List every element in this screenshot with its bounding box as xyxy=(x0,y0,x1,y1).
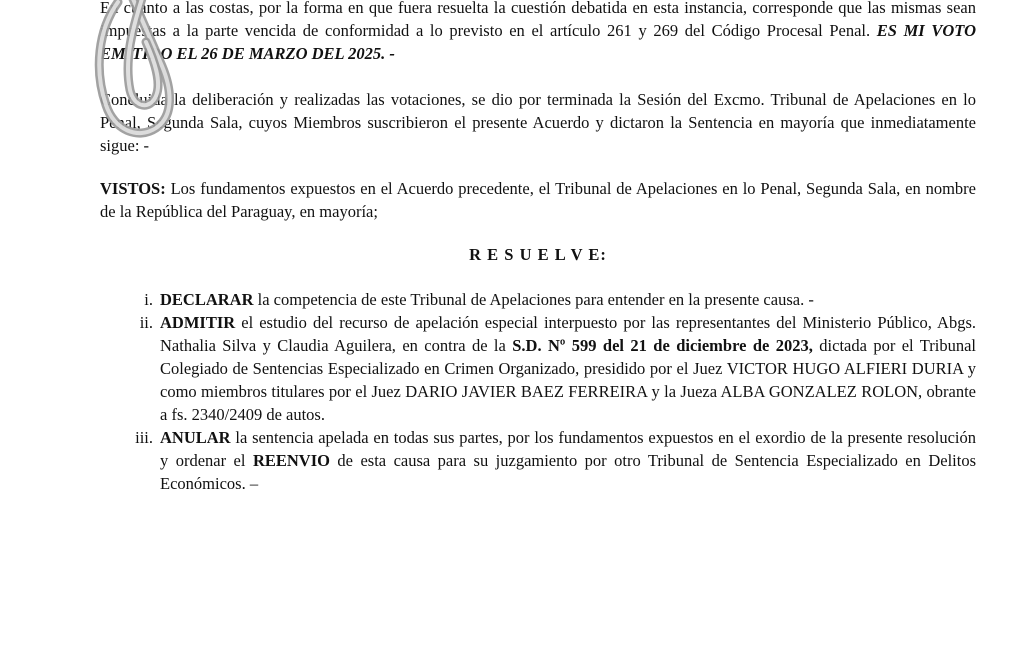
resolution-item xyxy=(100,426,976,495)
resolution-text xyxy=(160,288,976,311)
vistos-text: Los fundamentos expuestos en el Acuerdo precedente, el Tribunal de Apelaciones en lo Penal, Segunda Sala, en nombre de la República del Paraguay, en mayoría; xyxy=(100,179,976,221)
resolution-bold-segment: ANULAR xyxy=(160,428,231,447)
resolution-list xyxy=(100,288,976,495)
costas-text: En cuanto a las costas, por la forma en que fuera resuelta la cuestión debatida en esta instancia, corresponde que las mismas sean impuestas a la parte vencida de conformidad a lo previsto en el artículo 261 y 269 del Código Procesal Penal. xyxy=(100,0,976,40)
resolution-bold-segment: REENVIO xyxy=(252,451,330,470)
resolution-bold-segment: DECLARAR xyxy=(160,290,254,309)
resolution-number: iii. xyxy=(135,428,153,447)
resolution-number: i. xyxy=(144,290,153,309)
resolution-segment: la sentencia apelada en todas sus partes, por los fundamentos expuestos en el exordio de la presente resolución y ordenar el xyxy=(160,428,976,470)
resolution-segment: la competencia de este Tribunal de Apelaciones para entender en la presente causa. - xyxy=(253,290,814,309)
costas-paragraph xyxy=(100,0,976,65)
resolution-text xyxy=(160,426,976,495)
resuelve-heading: R E S U E L V E: xyxy=(469,245,607,264)
resolution-segment: de esta causa para su juzgamiento por otro Tribunal de Sentencia Especializado en Delitos Económicos. – xyxy=(160,451,976,493)
resolution-text xyxy=(160,311,976,426)
resolution-item xyxy=(100,311,976,426)
resolution-number: ii. xyxy=(139,313,153,332)
resolution-bold-segment: S.D. Nº 599 del 21 de diciembre de 2023, xyxy=(512,336,813,355)
conclusion-paragraph: Concluida la deliberación y realizadas las votaciones, se dio por terminada la Sesión del Excmo. Tribunal de Apelaciones en lo Penal, Segunda Sala, cuyos Miembros suscribieron el presente Acuerdo y dictaron la Sentencia en mayoría que inmediatamente sigue: - xyxy=(100,90,976,155)
resolution-segment: dictada por el Tribunal Colegiado de Sentencias Especializado en Crimen Organizado, presidido por el Juez VICTOR HUGO ALFIERI DURIA y como miembros titulares por el Juez DARIO JAVIER BAEZ FERREIRA y la Jueza ALBA GONZALEZ ROLON, obrante a fs. 2340/2409 de autos. xyxy=(160,336,976,424)
resolution-segment: el estudio del recurso de apelación especial interpuesto por las representantes del Ministerio Público, Abgs. Nathalia Silva y Claudia Aguilera, en contra de la xyxy=(160,313,976,355)
vistos-paragraph xyxy=(100,177,976,223)
resolution-item xyxy=(100,288,976,311)
vistos-label: VISTOS: xyxy=(100,179,166,198)
resolution-bold-segment: ADMITIR xyxy=(160,313,236,332)
vote-statement: ES MI VOTO EMITIDO EL 26 DE MARZO DEL 2025. - xyxy=(100,21,976,63)
